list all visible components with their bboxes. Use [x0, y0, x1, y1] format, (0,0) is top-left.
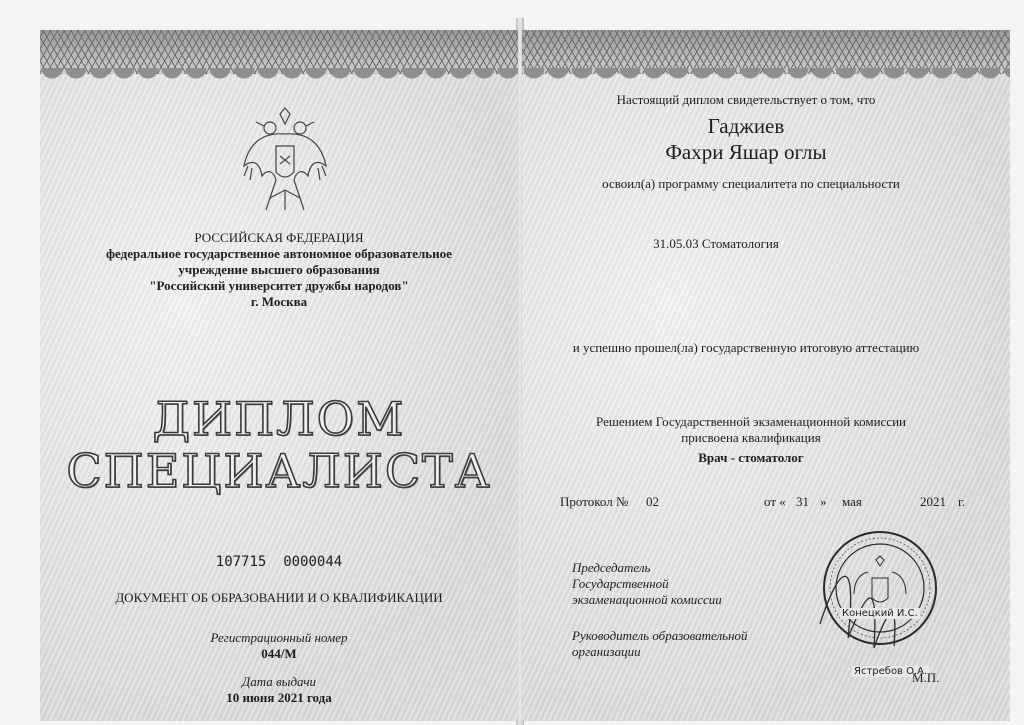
- left-page: [40, 30, 518, 721]
- mastered-program-text: освоил(а) программу специалитета по специальности: [602, 176, 900, 191]
- institution-line-1: федеральное государственное автономное образовательное: [106, 246, 452, 261]
- country-name: РОССИЙСКАЯ ФЕДЕРАЦИЯ: [194, 230, 364, 245]
- head-signature-name: Ястребов О.А.: [854, 666, 928, 677]
- band-scallop-edge: [522, 68, 1010, 84]
- date-month: мая: [842, 494, 862, 509]
- graduate-surname: Гаджиев: [707, 114, 785, 138]
- specialty: 31.05.03 Стоматология: [653, 236, 779, 251]
- document-type: ДОКУМЕНТ ОБ ОБРАЗОВАНИИ И О КВАЛИФИКАЦИИ: [115, 590, 443, 605]
- series: 107715: [215, 554, 267, 570]
- date-quote-close: »: [820, 494, 827, 509]
- year-suffix: г.: [958, 494, 966, 509]
- decision-line-1: Решением Государственной экзаменационной комиссии: [596, 414, 906, 429]
- number: 0000044: [283, 554, 343, 570]
- head-line-1: Руководитель образовательной: [572, 628, 748, 643]
- institution-line-3: "Российский университет дружбы народов": [149, 278, 409, 293]
- passed-attestation-text: и успешно прошел(ла) государственную итоговую аттестацию: [572, 340, 920, 355]
- registration-label: Регистрационный номер: [210, 630, 348, 645]
- certifies-text: Настоящий диплом свидетельствует о том, что: [616, 92, 876, 107]
- protocol-label: Протокол №: [560, 494, 629, 509]
- issue-date: 10 июня 2021 года: [226, 690, 332, 705]
- chair-signature-name: Конецкий И.С.: [842, 608, 918, 619]
- round-seal-stamp-icon: [818, 528, 938, 652]
- chair-line-2: Государственной: [572, 576, 669, 591]
- chair-line-3: экзаменационной комиссии: [572, 592, 722, 607]
- graduate-name: Фахри Яшар оглы: [665, 140, 827, 164]
- date-year: 2021: [920, 494, 946, 509]
- chair-line-1: Председатель: [572, 560, 651, 575]
- diploma-number: [40, 554, 518, 570]
- date-day: 31: [796, 494, 809, 509]
- diploma-title-line-2: СПЕЦИАЛИСТА: [66, 444, 492, 498]
- seal-place-mark: М.П.: [912, 670, 940, 685]
- registration-number: 044/М: [261, 646, 297, 661]
- issue-date-label: Дата выдачи: [241, 674, 317, 689]
- city: г. Москва: [250, 294, 308, 309]
- right-page: [522, 30, 1010, 721]
- institution-line-2: учреждение высшего образования: [178, 262, 380, 277]
- qualification: Врач - стоматолог: [698, 450, 804, 465]
- double-headed-eagle-icon: [240, 106, 330, 216]
- decision-line-2: присвоена квалификация: [681, 430, 821, 445]
- diploma-title-line-1: ДИПЛОМ: [152, 392, 406, 446]
- protocol-number: 02: [646, 494, 659, 509]
- head-line-2: организации: [572, 644, 641, 659]
- band-scallop-edge: [40, 68, 518, 84]
- date-prefix: от «: [764, 494, 786, 509]
